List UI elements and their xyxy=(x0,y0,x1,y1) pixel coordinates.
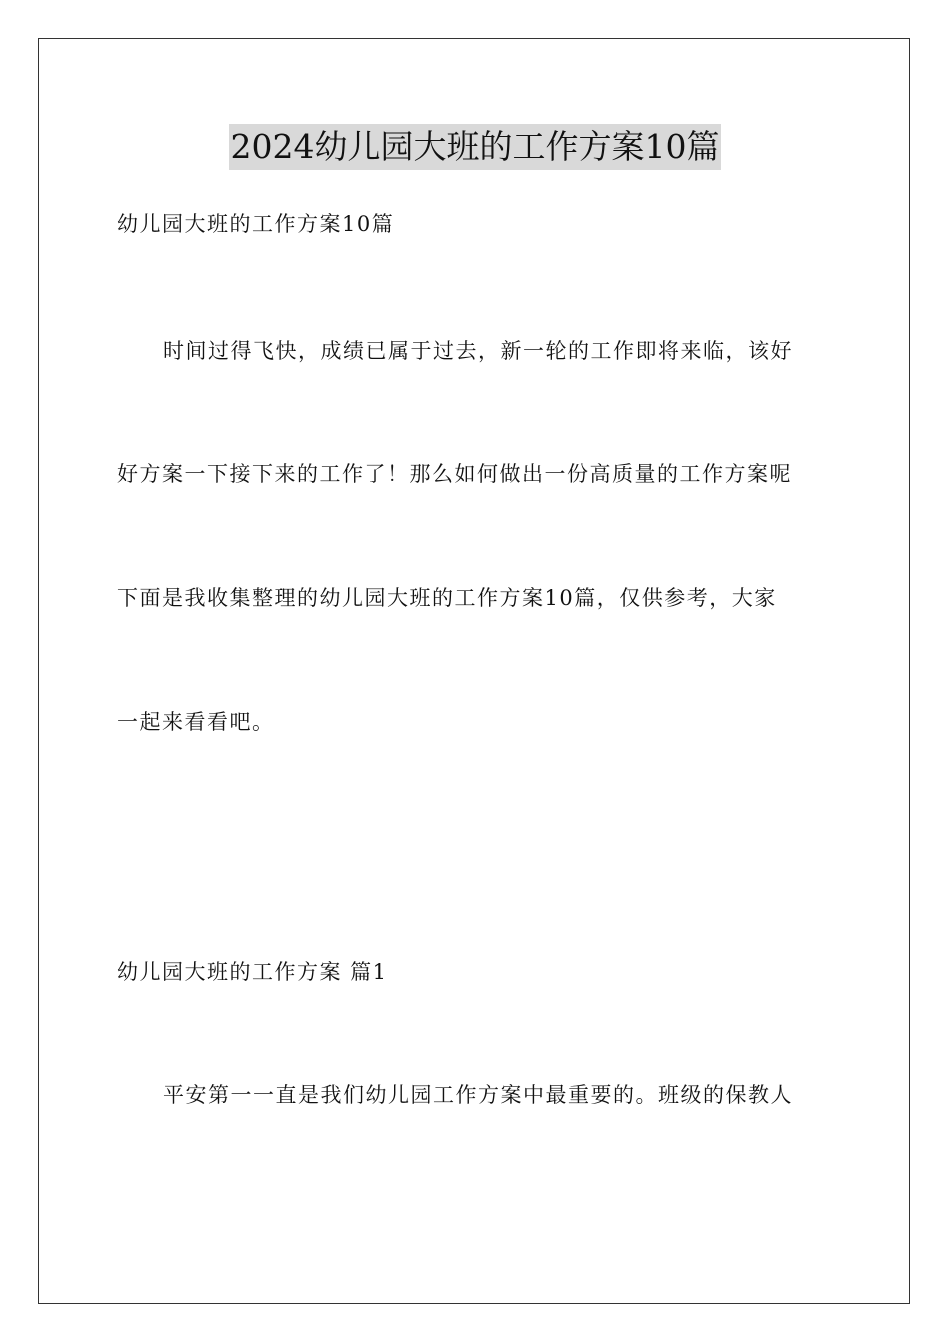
paragraph-line: 一起来看看吧。 xyxy=(117,710,275,734)
paragraph-line: 好方案一下接下来的工作了！那么如何做出一份高质量的工作方案呢 xyxy=(117,462,792,486)
paragraph-line: 平安第一一直是我们幼儿园工作方案中最重要的。班级的保教人 xyxy=(163,1083,793,1107)
document-title: 2024幼儿园大班的工作方案10篇 xyxy=(229,124,722,170)
paragraph-line: 时间过得飞快，成绩已属于过去，新一轮的工作即将来临，该好 xyxy=(163,339,793,363)
document-subtitle: 幼儿园大班的工作方案10篇 xyxy=(117,212,395,236)
paragraph-line: 下面是我收集整理的幼儿园大班的工作方案10篇，仅供参考，大家 xyxy=(117,586,777,610)
section-heading: 幼儿园大班的工作方案 篇1 xyxy=(117,960,388,984)
title-container xyxy=(0,124,950,170)
